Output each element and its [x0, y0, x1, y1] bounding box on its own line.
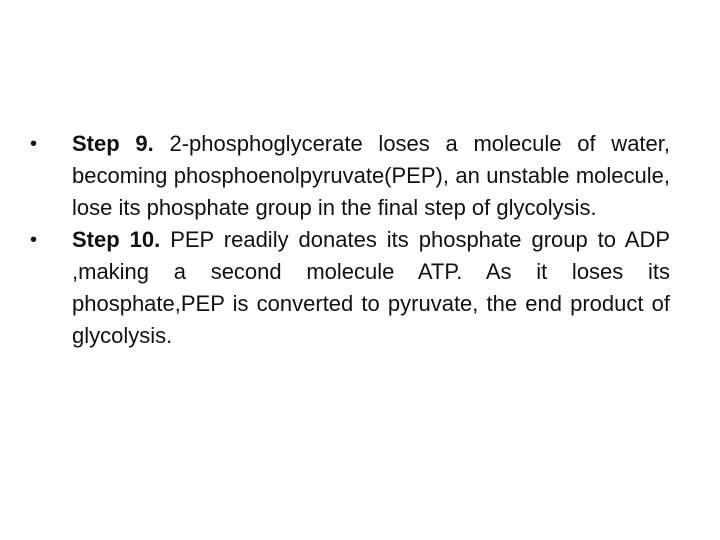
bullet-list — [30, 128, 670, 352]
bullet-dot-icon: • — [30, 133, 38, 155]
bullet-item-step-9 — [30, 128, 670, 224]
step-description: 2-phosphoglycerate loses a molecule of water, becoming phosphoenolpyruvate(PEP), an unstable molecule, lose its phosphate group in the final step of glycolysis. — [72, 131, 670, 220]
bullet-item-step-10 — [30, 224, 670, 352]
step-label: Step 9. — [72, 131, 170, 156]
step-label: Step 10. — [72, 227, 171, 252]
bullet-dot-icon: • — [30, 229, 38, 251]
step-description: PEP readily donates its phosphate group to ADP ,making a second molecule ATP. As it loses its phosphate,PEP is converted to pyruvate, the end product of glycolysis. — [72, 227, 671, 348]
